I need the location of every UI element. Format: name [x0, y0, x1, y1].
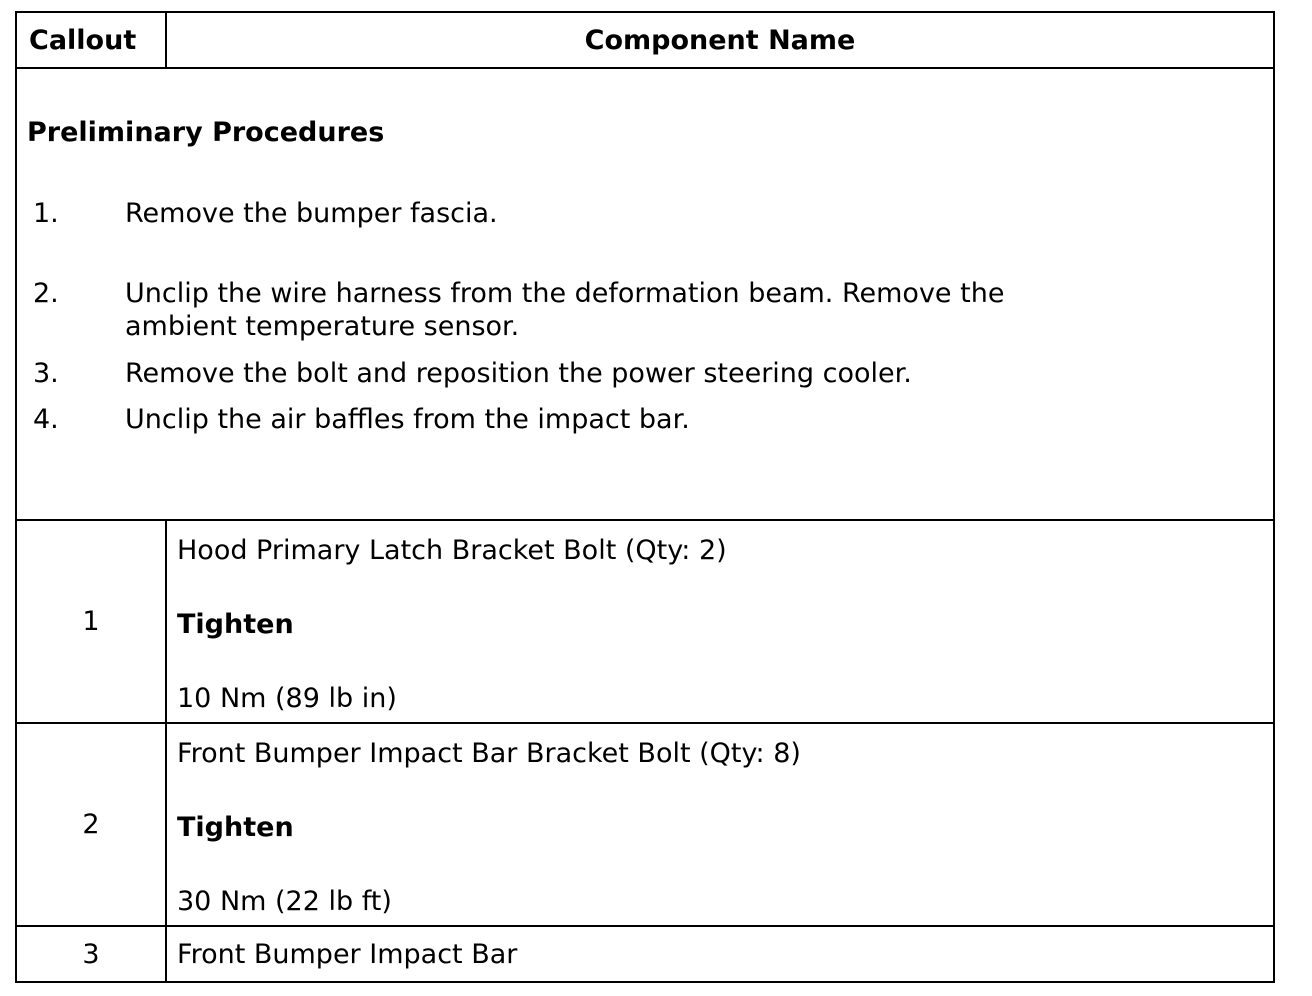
component-name: Front Bumper Impact Bar Bracket Bolt (Qty: 8) [177, 738, 801, 769]
tighten-label: Tighten [177, 609, 294, 640]
torque-value: 10 Nm (89 lb in) [177, 683, 397, 714]
step-text: Remove the bumper fascia. [125, 198, 498, 229]
callout-number: 3 [16, 926, 166, 982]
component-name: Hood Primary Latch Bracket Bolt (Qty: 2) [177, 535, 727, 566]
component-cell [166, 520, 1274, 723]
preliminary-procedures-row [16, 68, 1274, 520]
callout-table [15, 11, 1275, 983]
torque-value: 30 Nm (22 lb ft) [177, 886, 392, 917]
callout-number: 1 [16, 520, 166, 723]
step-text: Remove the bolt and reposition the power steering cooler. [125, 358, 912, 389]
component-cell [166, 723, 1274, 926]
callout-number: 2 [16, 723, 166, 926]
step-number: 2. [33, 278, 59, 309]
step-number: 1. [33, 198, 59, 229]
callout-column-header: Callout [16, 12, 166, 68]
step-text: Unclip the wire harness from the deformation beam. Remove the ambient temperature sensor. [125, 278, 1005, 342]
component-name: Front Bumper Impact Bar [166, 926, 1274, 982]
step-number: 4. [33, 404, 59, 435]
table-row [16, 723, 1274, 926]
table-row [16, 520, 1274, 723]
preliminary-procedures-cell [16, 68, 1274, 520]
preliminary-procedures-title: Preliminary Procedures [27, 117, 385, 148]
step-text: Unclip the air baffles from the impact bar. [125, 404, 690, 435]
table-row [16, 926, 1274, 982]
step-number: 3. [33, 358, 59, 389]
table-header-row [16, 12, 1274, 68]
component-name-column-header: Component Name [166, 12, 1274, 68]
tighten-label: Tighten [177, 812, 294, 843]
